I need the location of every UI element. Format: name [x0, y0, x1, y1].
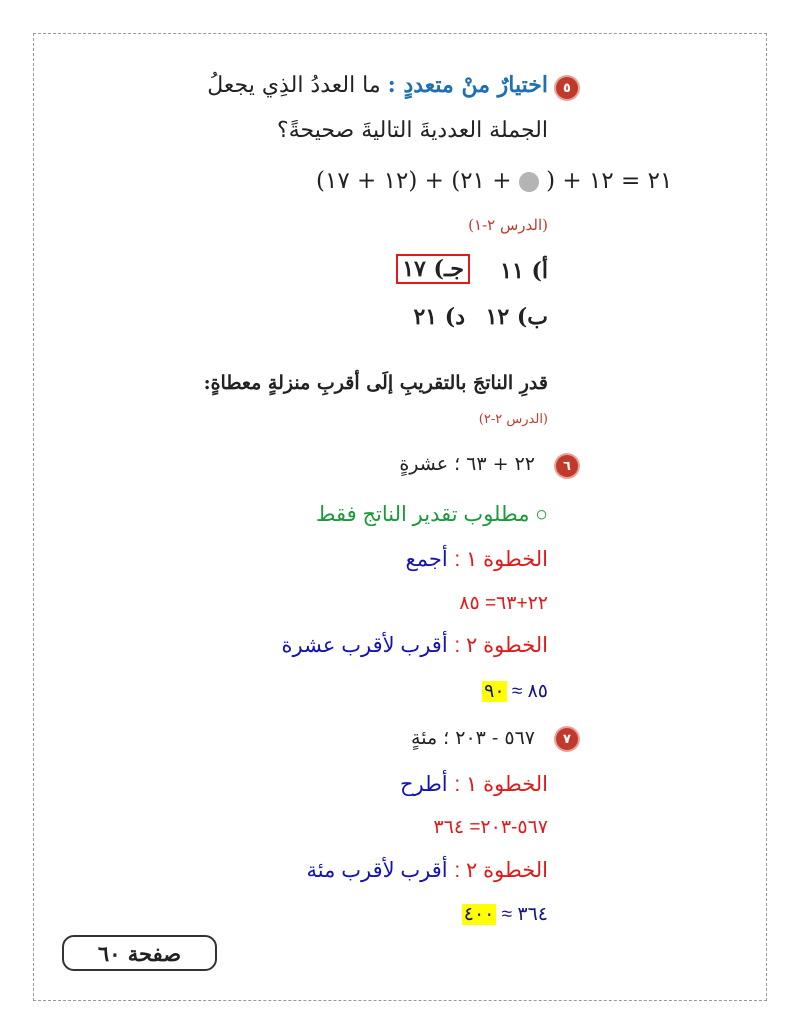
option-b: ب) ١٢ [485, 304, 548, 330]
q6-step1-label: الخطوة ١ : [454, 548, 548, 571]
q6-step2-label: الخطوة ٢ : [454, 634, 548, 657]
q7-approx-result: ٤٠٠ [463, 904, 495, 925]
q7-step2-text: أقرب لأقرب مئة [306, 859, 448, 882]
question-6-badge: ٦ [556, 455, 578, 477]
page-number-badge [62, 935, 217, 971]
option-c [396, 256, 470, 282]
equation-right: + ٢١) [451, 168, 512, 194]
q7-step2 [307, 858, 548, 883]
q6-approx-result: ٩٠ [484, 681, 505, 702]
question-5-line2: الجملة العدديةَ التاليةَ صحيحةً؟ [277, 118, 548, 143]
q7-step1-calc: ٥٦٧-٢٠٣= ٣٦٤ [433, 817, 548, 838]
q6-step2-text: أقرب لأقرب عشرة [281, 634, 448, 657]
option-a: أ) ١١ [500, 258, 548, 284]
q7-step1-text: أطرح [399, 773, 448, 796]
instruction-text: قدرِ الناتجَ بالتقريبِ إلَى أقربِ منزلةٍ معطاةٍ: [203, 372, 548, 394]
blank-circle-icon [519, 172, 539, 192]
page-number-label: صفحة ٦٠ [97, 940, 182, 966]
option-d: د) ٢١ [413, 304, 465, 330]
equation-left: (١٢ + ١٧) + ٢١ = ١٢ + ( [316, 168, 673, 194]
q6-step2 [282, 633, 548, 658]
q7-step2-label: الخطوة ٢ : [454, 859, 548, 882]
question-type-label: اختيارٌ منْ متعددٍ : [387, 72, 548, 98]
q7-step1 [400, 772, 548, 797]
question-5-title [207, 72, 548, 98]
question-7-badge: ٧ [556, 728, 578, 750]
q6-approx [482, 680, 548, 703]
question-5-lesson: (الدرس ٢-١) [468, 216, 548, 234]
question-6-text: ٢٢ + ٦٣ ؛ عشرةٍ [399, 453, 535, 475]
question-7-text: ٥٦٧ - ٢٠٣ ؛ مئةٍ [411, 727, 535, 749]
equation [316, 168, 672, 194]
question-5-text: ما العددُ الذِي يجعلُ [207, 73, 381, 98]
estimate-note: ○ مطلوب تقدير الناتج فقط [316, 503, 548, 526]
q6-step1-calc: ٢٢+٦٣= ٨٥ [459, 593, 548, 614]
q6-step1-text: أجمع [405, 548, 448, 571]
question-5-badge: ٥ [556, 77, 578, 99]
q6-step1 [406, 547, 548, 572]
q7-approx [462, 903, 548, 926]
correct-answer-box: جـ) ١٧ [396, 254, 470, 284]
q7-step1-label: الخطوة ١ : [454, 773, 548, 796]
q6-approx-left: ٨٥ ≈ [511, 681, 548, 702]
instruction-lesson: (الدرس ٢-٢) [478, 412, 548, 427]
q7-approx-left: ٣٦٤ ≈ [501, 904, 548, 925]
